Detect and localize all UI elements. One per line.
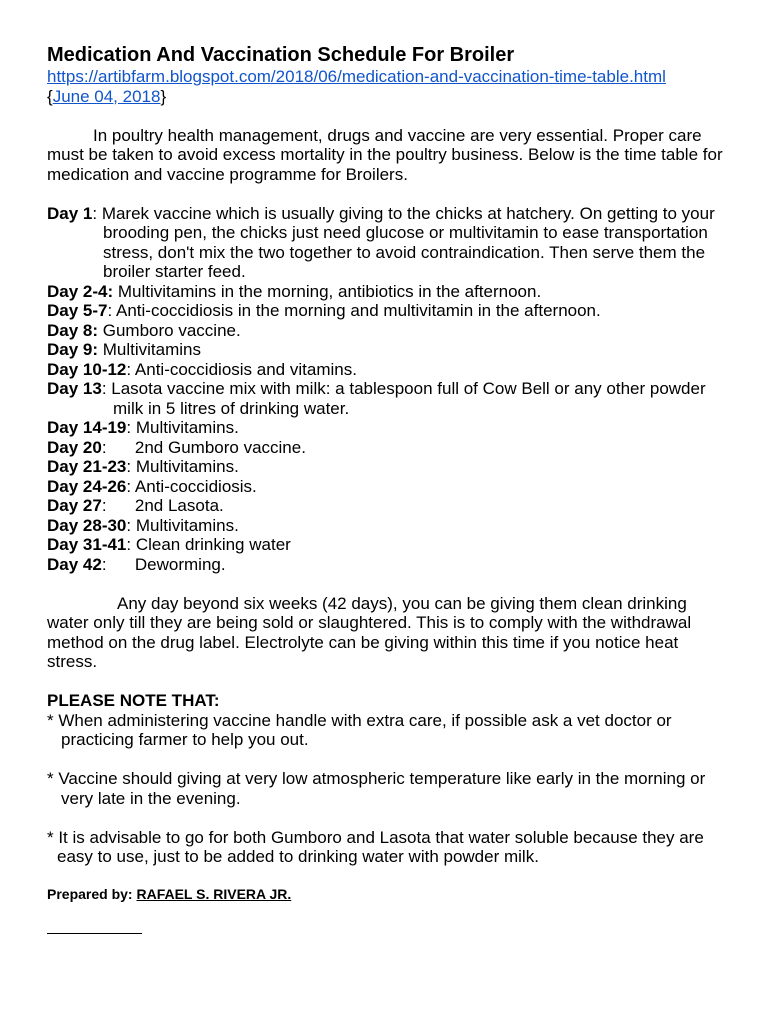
schedule-day-label: Day 2-4: <box>47 281 114 301</box>
schedule-row-day-21-23 <box>47 457 728 477</box>
schedule-day-label: Day 9: <box>47 340 99 359</box>
schedule-day-text: : Multivitamins. <box>126 515 239 535</box>
spacer <box>47 808 728 828</box>
spacer <box>47 672 728 692</box>
date-brace-open: { <box>47 86 53 106</box>
source-link-line <box>47 67 728 87</box>
date-line <box>47 87 728 107</box>
schedule-row-day-31-41 <box>47 535 728 555</box>
schedule-day-text: : Multivitamins. <box>126 457 239 476</box>
schedule-row-day-9 <box>47 340 728 360</box>
schedule-day-text: Gumboro vaccine. <box>98 320 241 340</box>
schedule-day-label: Day 27 <box>47 496 102 515</box>
schedule-row-day-27 <box>47 496 728 516</box>
schedule-day-text: : Marek vaccine which is usually giving to the chicks at hatchery. On getting to your brooding pen, the chicks just need glucose or multivitamin to ease transportation stress, don't mix the two together to avoid contraindication. Then serve them the broiler starter feed. <box>92 203 715 281</box>
schedule-day-text: : Anti-coccidiosis. <box>126 476 257 496</box>
date-link[interactable]: June 04, 2018 <box>52 86 161 106</box>
schedule-day-label: Day 10-12 <box>47 359 127 379</box>
notes-heading: PLEASE NOTE THAT: <box>47 691 220 710</box>
schedule-row-day-42 <box>47 555 728 575</box>
schedule-day-label: Day 1 <box>47 203 93 223</box>
schedule-row-day-8 <box>47 321 728 341</box>
schedule-day-text: : Multivitamins. <box>126 418 239 437</box>
schedule-day-text: : Anti-coccidiosis and vitamins. <box>126 359 357 379</box>
schedule-row-day-5-7 <box>47 301 728 321</box>
spacer <box>47 867 728 885</box>
schedule-list <box>47 204 728 575</box>
schedule-day-label: Day 5-7 <box>47 301 108 320</box>
schedule-row-day-20 <box>47 438 728 458</box>
schedule-row-day-14-19 <box>47 418 728 438</box>
spacer <box>47 106 728 126</box>
schedule-row-day-1 <box>47 204 728 282</box>
schedule-row-day-2-4 <box>47 282 728 302</box>
schedule-day-label: Day 28-30 <box>47 515 127 535</box>
intro-paragraph: In poultry health management, drugs and vaccine are very essential. Proper care must be taken to avoid excess mortality in the poultry business. Below is the time table for medication and vaccine programme for Broilers. <box>47 125 723 184</box>
prepared-by-label: Prepared by: <box>47 885 137 902</box>
schedule-day-label: Day 31-41 <box>47 535 127 554</box>
prepared-by-line <box>47 885 728 903</box>
signature-line <box>47 933 142 934</box>
preparer-name: RAFAEL S. RIVERA JR. <box>136 885 292 902</box>
schedule-day-text: : 2nd Gumboro vaccine. <box>101 437 306 457</box>
spacer <box>47 574 728 594</box>
note-item-2: * Vaccine should giving at very low atmospheric temperature like early in the morning or very late in the evening. <box>47 769 706 808</box>
schedule-day-label: Day 42 <box>47 554 102 574</box>
schedule-day-text: : Lasota vaccine mix with milk: a tablespoon full of Cow Bell or any other powder milk in 5 litres of drinking water. <box>101 379 706 418</box>
document-title: Medication And Vaccination Schedule For Broiler <box>47 44 515 66</box>
schedule-day-text: Multivitamins <box>98 340 201 359</box>
closing-paragraph: Any day beyond six weeks (42 days), you can be giving them clean drinking water only till they are being sold or slaughtered. This is to comply with the withdrawal method on the drug label. Electrolyte can be giving within this time if you notice heat stress. <box>47 593 692 671</box>
spacer <box>47 750 728 770</box>
schedule-day-text: : Deworming. <box>101 554 226 574</box>
date-brace-close: } <box>160 86 167 106</box>
schedule-day-label: Day 21-23 <box>47 457 127 476</box>
schedule-row-day-13 <box>47 379 728 418</box>
schedule-day-text: : Clean drinking water <box>126 535 291 554</box>
schedule-row-day-24-26 <box>47 477 728 497</box>
schedule-day-label: Day 8: <box>47 320 99 340</box>
schedule-day-text: : Anti-coccidiosis in the morning and multivitamin in the afternoon. <box>107 301 601 320</box>
note-item-1: * When administering vaccine handle with extra care, if possible ask a vet doctor or practicing farmer to help you out. <box>47 710 672 749</box>
spacer <box>47 184 728 204</box>
schedule-day-label: Day 24-26 <box>47 476 127 496</box>
schedule-day-text: : 2nd Lasota. <box>101 496 224 515</box>
schedule-row-day-10-12 <box>47 360 728 380</box>
schedule-day-text: Multivitamins in the morning, antibiotics in the afternoon. <box>113 281 542 301</box>
schedule-day-label: Day 14-19 <box>47 418 127 437</box>
schedule-day-label: Day 20 <box>47 437 102 457</box>
source-link[interactable]: https://artibfarm.blogspot.com/2018/06/medication-and-vaccination-time-table.html <box>47 67 666 86</box>
schedule-row-day-28-30 <box>47 516 728 536</box>
note-item-3: * It is advisable to go for both Gumboro and Lasota that water soluble because they are easy to use, just to be added to drinking water with powder milk. <box>47 827 704 866</box>
schedule-day-label: Day 13 <box>47 379 102 398</box>
